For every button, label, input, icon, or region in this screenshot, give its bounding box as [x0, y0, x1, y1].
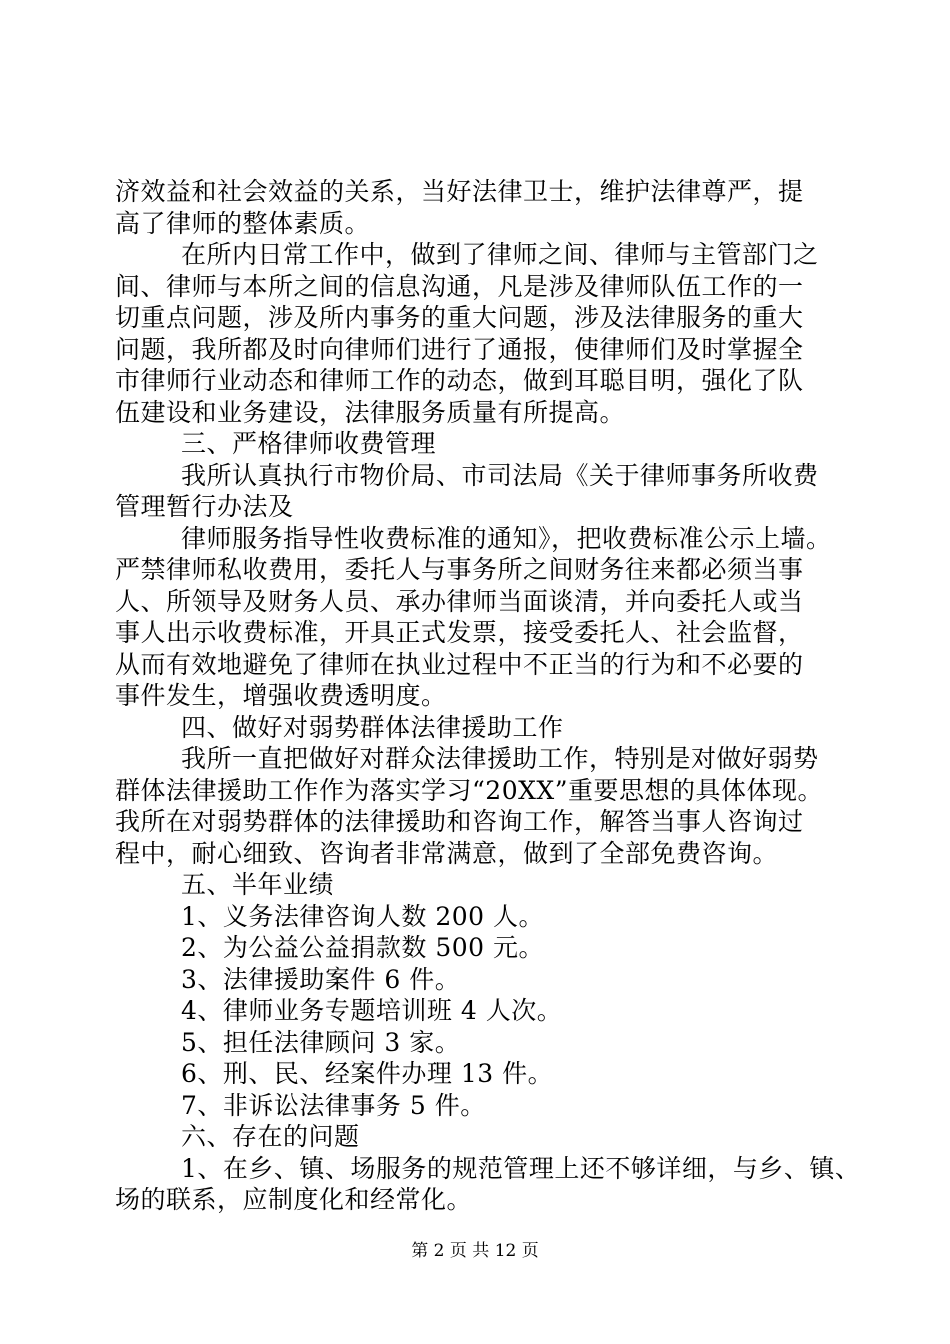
text-line: 在所内日常工作中，做到了律师之间、律师与主管部门之	[181, 240, 819, 269]
text-line: 律师服务指导性收费标准的通知》，把收费标准公示上墙。	[181, 523, 832, 553]
text-line: 场的联系，应制度化和经常化。	[115, 1185, 473, 1214]
text-line: 三、严格律师收费管理	[181, 429, 437, 458]
text-line: 管理暂行办法及	[115, 492, 294, 521]
text-line: 严禁律师私收费用，委托人与事务所之间财务往来都必须当事	[115, 555, 804, 584]
text-line: 1、在乡、镇、场服务的规范管理上还不够详细，与乡、镇、	[181, 1153, 861, 1183]
text-line: 事人出示收费标准，开具正式发票，接受委托人、社会监督，	[115, 618, 804, 647]
text-line: 5、担任法律顾问 3 家。	[181, 1027, 461, 1057]
text-line: 2、为公益公益捐款数 500 元。	[181, 933, 545, 962]
text-line: 程中，耐心细致、咨询者非常满意，做到了全部免费咨询。	[115, 838, 779, 868]
text-line: 高了律师的整体素质。	[115, 208, 371, 238]
text-line: 从而有效地避免了律师在执业过程中不正当的行为和不必要的	[115, 649, 804, 679]
text-line: 1、义务法律咨询人数 200 人。	[181, 901, 545, 931]
page-footer: 第 2 页 共 12 页	[411, 1241, 539, 1261]
text-line: 六、存在的问题	[181, 1122, 360, 1151]
text-line: 我所认真执行市物价局、市司法局《关于律师事务所收费	[181, 460, 819, 490]
text-line: 市律师行业动态和律师工作的动态，做到耳聪目明，强化了队	[115, 366, 804, 395]
text-line: 伍建设和业务建设，法律服务质量有所提高。	[115, 397, 626, 427]
text-line: 四、做好对弱势群体法律援助工作	[181, 712, 564, 742]
text-line: 群体法律援助工作作为落实学习“20XX”重要思想的具体体现。	[115, 775, 823, 805]
document-body	[115, 176, 861, 1216]
text-line: 4、律师业务专题培训班 4 人次。	[181, 996, 563, 1025]
text-line: 3、法律援助案件 6 件。	[181, 964, 461, 994]
text-line: 人、所领导及财务人员、承办律师当面谈清，并向委托人或当	[115, 586, 804, 616]
text-line: 我所一直把做好对群众法律援助工作，特别是对做好弱势	[181, 744, 819, 773]
text-line: 间、律师与本所之间的信息沟通，凡是涉及律师队伍工作的一	[115, 271, 804, 301]
text-line: 事件发生，增强收费透明度。	[115, 681, 447, 710]
text-line: 五、半年业绩	[181, 870, 335, 899]
text-line: 7、非诉讼法律事务 5 件。	[181, 1090, 486, 1120]
text-line: 6、刑、民、经案件办理 13 件。	[181, 1059, 554, 1088]
text-line: 切重点问题，涉及所内事务的重大问题，涉及法律服务的重大	[115, 303, 804, 332]
text-line: 我所在对弱势群体的法律援助和咨询工作，解答当事人咨询过	[115, 807, 804, 836]
text-line: 济效益和社会效益的关系，当好法律卫士，维护法律尊严，提	[115, 177, 804, 206]
text-line: 问题，我所都及时向律师们进行了通报，使律师们及时掌握全	[115, 334, 804, 364]
